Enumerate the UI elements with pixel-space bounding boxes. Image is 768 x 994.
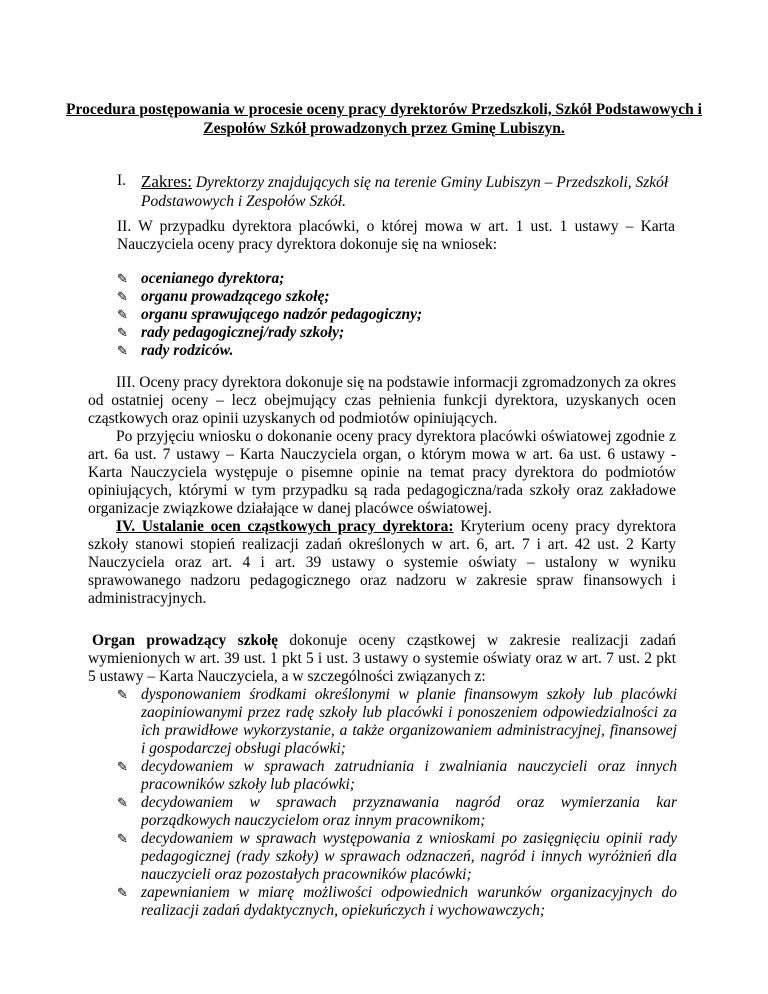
pencil-bullet-icon: ✎ [117, 343, 128, 358]
pencil-bullet-icon: ✎ [117, 289, 128, 304]
pencil-bullet-icon: ✎ [117, 271, 128, 286]
section-1-body [141, 172, 675, 211]
section-organ [88, 632, 676, 686]
pencil-bullet-icon: ✎ [117, 687, 128, 702]
list-item: ✎ decydowaniem w sprawach występowania z wnioskami po zasięgnięciu opinii rady pedagogicznej (rady szkoły) w sprawach odznaczeń, nagród i innych wyróżnień dla nauczycieli oraz pozostałych pracowników placówki; [117, 830, 677, 883]
section-organ-heading: Organ prowadzący szkołę [92, 632, 279, 649]
pencil-bullet-icon: ✎ [117, 325, 128, 340]
document-title: Procedura postępowania w procesie oceny pracy dyrektorów Przedszkoli, Szkół Podstawowych i Zespołów Szkół prowadzonych przez Gminę Lubiszyn. [66, 101, 702, 137]
list-item: ✎ zapewnianiem w miarę możliwości odpowiednich warunków organizacyjnych do realizacji zadań dydaktycznych, opiekuńczych i wychowawczych; [117, 884, 677, 919]
list-item: ✎ organu sprawującego nadzór pedagogiczny; [117, 306, 423, 323]
list-item: ✎ organu prowadzącego szkołę; [117, 288, 330, 305]
section-1-text: Dyrektorzy znajdujących się na terenie Gminy Lubiszyn – Przedszkoli, Szkół Podstawowych i Zespołów Szkół. [141, 174, 669, 210]
section-1-heading: Zakres: [141, 172, 192, 191]
pencil-bullet-icon: ✎ [117, 759, 128, 774]
list-item: ✎ rady pedagogicznej/rady szkoły; [117, 324, 345, 341]
section-3-paragraph-1: III. Oceny pracy dyrektora dokonuje się na podstawie informacji zgromadzonych za okres od ostatniej oceny – lecz obejmujący czas pełnienia funkcji dyrektora, uzyskanych ocen cząstkowych oraz opinii uzyskanych od podmiotów opiniujących. [88, 374, 676, 427]
list-item: ✎ decydowaniem w sprawach zatrudniania i zwalniania nauczycieli oraz innych pracowników szkoły lub placówki; [117, 758, 677, 793]
list-item: ✎ rady rodziców. [117, 342, 234, 359]
list-item: ✎ ocenianego dyrektora; [117, 270, 285, 287]
section-1-number: I. [117, 172, 127, 189]
section-4 [88, 518, 676, 608]
section-1 [117, 172, 126, 190]
pencil-bullet-icon: ✎ [117, 885, 128, 900]
section-4-text: Kryterium oceny pracy dyrektora szkoły stanowi stopień realizacji zadań określonych w art. 6, art. 7 i art. 42 ust. 2 Karty Nauczyciela oraz art. 4 i art. 39 ustawy o systemie oświaty – ustalony w wyniku sprawowanego nadzoru pedagogicznego oraz nadzoru w zakresie spraw finansowych i administracyjnych. [88, 518, 676, 607]
pencil-bullet-icon: ✎ [117, 831, 128, 846]
section-organ-text: dokonuje oceny cząstkowej w zakresie realizacji zadań wymienionych w art. 39 ust. 1 pkt 5 i ust. 3 ustawy o systemie oświaty oraz w art. 7 ust. 2 pkt 5 ustawy – Karta Nauczyciela, a w szczególności związanych z: [88, 632, 676, 685]
section-4-heading: IV. Ustalanie ocen cząstkowych pracy dyrektora: [116, 518, 454, 535]
list-item: ✎ dysponowaniem środkami określonymi w planie finansowym szkoły lub placówki zaopiniowanymi przez radę szkoły lub placówki i ponoszeniem odpowiedzialności za ich prawidłowe wykorzystanie, a także organizowaniem administracyjnej, finansowej i gospodarczej obsługi placówki; [117, 686, 677, 757]
section-2-bullet-list [117, 270, 677, 360]
section-2-text: II. W przypadku dyrektora placówki, o której mowa w art. 1 ust. 1 ustawy – Karta Nauczyciela oceny pracy dyrektora dokonuje się na wniosek: [117, 218, 675, 253]
pencil-bullet-icon: ✎ [117, 307, 128, 322]
pencil-bullet-icon: ✎ [117, 795, 128, 810]
section-organ-bullet-list [117, 686, 677, 920]
section-3-paragraph-2: Po przyjęciu wniosku o dokonanie oceny pracy dyrektora placówki oświatowej zgodnie z art. 6a ust. 7 ustawy – Karta Nauczyciela organ, o którym mowa w art. 6a ust. 6 ustawy - Karta Nauczyciela występuje o pisemne opinie na temat pracy dyrektora do podmiotów opiniujących, którymi w tym przypadku są rada pedagogiczna/rada szkoły oraz zakładowe organizacje związkowe działające w danej placówce oświatowej. [88, 428, 676, 517]
list-item: ✎ decydowaniem w sprawach przyznawania nagród oraz wymierzania kar porządkowych nauczycielom oraz innym pracownikom; [117, 794, 677, 829]
